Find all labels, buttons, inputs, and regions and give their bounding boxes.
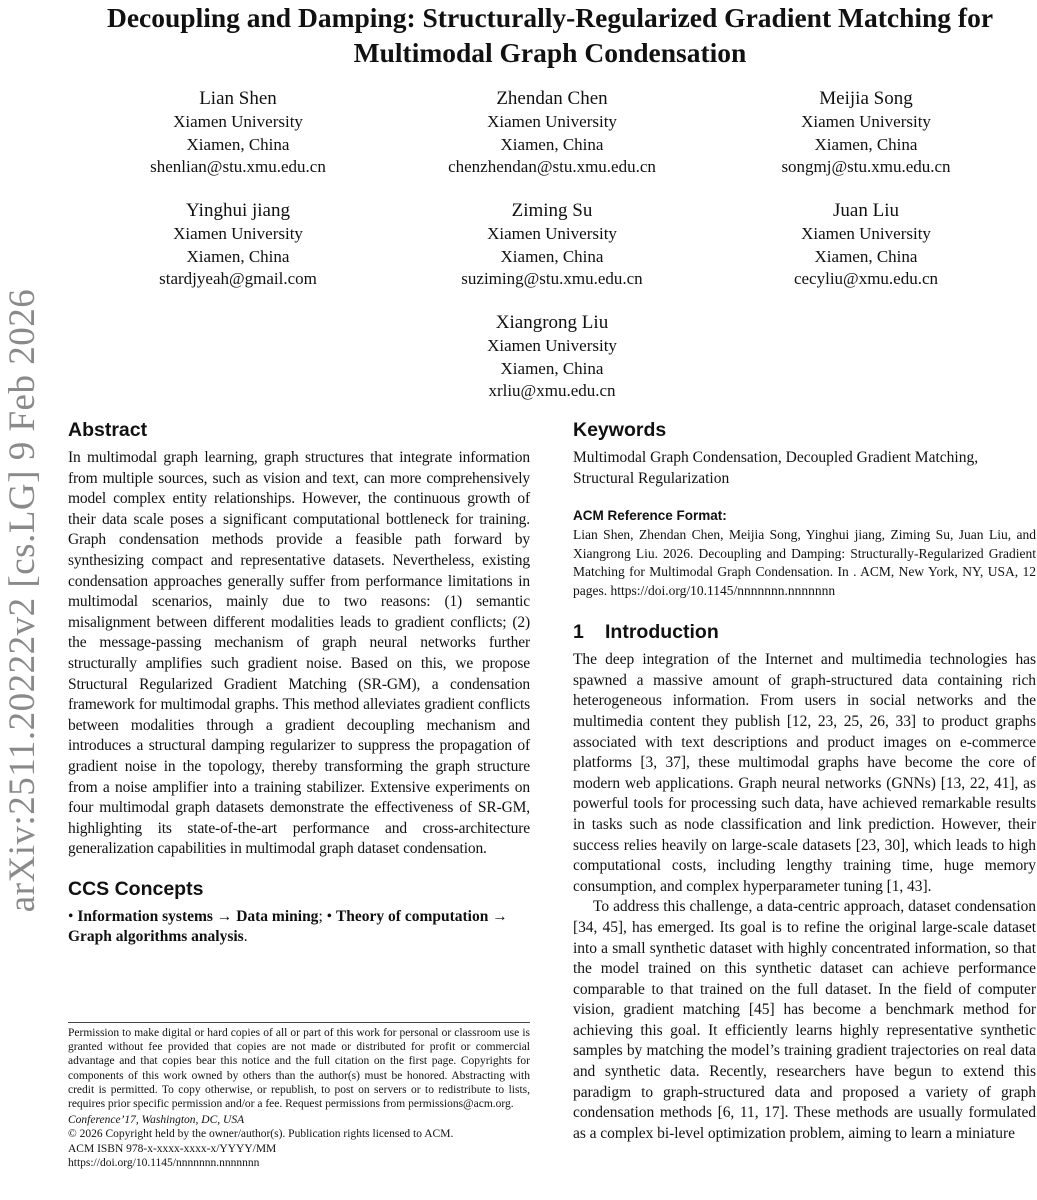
footnote-divider <box>68 1022 530 1023</box>
keywords-text: Multimodal Graph Condensation, Decoupled Gradient Matching, Structural Regularization <box>573 449 979 487</box>
author-location: Xiamen, China <box>186 246 290 266</box>
conference-line: Conference’17, Washington, DC, USA <box>68 1114 245 1127</box>
author-name: Lian Shen <box>199 88 277 109</box>
acm-reference-heading: ACM Reference Format: <box>573 508 727 524</box>
section-number: 1 <box>573 621 584 644</box>
introduction-paragraph: To address this challenge, a data-centric approach, dataset condensation [34, 45], has emerged. Its goal is to refine the original large-scale dataset into a small synthetic dataset with highly concentrated information, so that the model trained on this synthetic dataset can achieve performance comparable to that trained on the full dataset. In the field of computer vision, gradient matching [45] has become a benchmark method for achieving this goal. It efficiently learns highly representative synthetic samples by matching the model’s training gradient trajectories on real data and synthetic data. Recently, researchers have begun to extend this paradigm to graph-structured data and proposed a variety of graph condensation methods [6, 11, 17]. These methods are usually formulated as a complex bi-level optimization problem, aiming to learn a miniature <box>573 898 1036 1142</box>
ccs-term: Data mining <box>236 907 319 925</box>
acm-reference-text: Lian Shen, Zhendan Chen, Meijia Song, Yinghui jiang, Ziming Su, Juan Liu, and Xiangrong Liu. 2026. Decoupling and Damping: Structurally-Regularized Gradient Matching for Multimodal Graph Condensation. In . ACM, New York, NY, USA, 12 pages. https://doi.org/10.1145/nnnnnnn.nnnnnnn <box>573 527 1036 598</box>
author-email[interactable]: stardjyeah@gmail.com <box>159 269 317 288</box>
introduction-paragraph: The deep integration of the Internet and multimedia technologies has spawned a massive amount of graph-structured data containing rich heterogeneous information. From users in social networks and the multimedia content they publish [12, 23, 25, 26, 33] to product graphs associated with text descriptions and product images on e-commerce platforms [3, 37], these multimodal graphs have become the core of modern web applications. Graph neural networks (GNNs) [13, 22, 41], as powerful tools for processing such data, have achieved remarkable results in tasks such as node classification and link prediction. However, their success relies heavily on large-scale datasets [23, 30], which leads to high computational costs, including lengthy training time, huge memory consumption, and complex hyperparameter tuning [1, 43]. <box>573 651 1036 895</box>
ccs-concepts-section <box>68 877 530 948</box>
author-block <box>68 199 408 291</box>
author-email[interactable]: suziming@stu.xmu.edu.cn <box>461 269 643 288</box>
copyright-line: © 2026 Copyright held by the owner/author(s). Publication rights licensed to ACM. <box>68 1128 454 1141</box>
introduction-heading <box>573 620 1036 644</box>
author-name: Xiangrong Liu <box>495 312 609 333</box>
bullet: • <box>68 907 74 925</box>
ccs-term: Graph algorithms analysis <box>68 928 244 946</box>
period: . <box>243 928 248 946</box>
author-email[interactable]: shenlian@stu.xmu.edu.cn <box>150 157 326 176</box>
author-email[interactable]: songmj@stu.xmu.edu.cn <box>781 157 951 176</box>
author-name: Juan Liu <box>833 200 899 221</box>
keywords-section <box>573 418 1036 489</box>
ccs-heading: CCS Concepts <box>68 877 204 900</box>
author-block <box>382 87 722 179</box>
author-block <box>696 87 1036 179</box>
abstract-text: In multimodal graph learning, graph structures that integrate information from multiple sources, such as vision and text, can more comprehensively model complex entity relationships. However, the continuous growth of their data scale poses a significant computational bottleneck for training. Graph condensation methods provide a feasible path forward by synthesizing compact and representative datasets. Nevertheless, existing condensation approaches generally suffer from performance limitations in multimodal scenarios, mainly due to two reasons: (1) semantic misalignment between different modalities leads to gradient conflicts; (2) the message-passing mechanism of graph neural networks further structurally amplifies such gradient noise. Based on this, we propose Structural Regularized Gradient Matching (SR-GM), a condensation framework for multimodal graphs. This method alleviates gradient conflicts between modalities through a gradient decoupling mechanism and introduces a structural damping regularizer to suppress the propagation of gradient noise in the topology, thereby transforming the graph structure from a noise amplifier into a training stabilizer. Extensive experiments on four multimodal graph datasets demonstrate the effectiveness of SR-GM, highlighting its state-of-the-art performance and cross-architecture generalization capabilities in multimodal graph dataset condensation. <box>68 449 530 858</box>
arrow-icon: → <box>492 907 508 925</box>
author-location: Xiamen, China <box>500 134 604 154</box>
abstract-section <box>68 418 530 860</box>
author-affiliation: Xiamen University <box>487 336 617 355</box>
author-affiliation: Xiamen University <box>801 112 931 131</box>
author-affiliation: Xiamen University <box>487 112 617 131</box>
author-location: Xiamen, China <box>186 134 290 154</box>
author-location: Xiamen, China <box>814 246 918 266</box>
author-affiliation: Xiamen University <box>801 224 931 243</box>
right-column <box>573 418 1036 1144</box>
permission-text: Permission to make digital or hard copies of all or part of this work for personal or classroom use is granted without fee provided that copies are not made or distributed for profit or commercial advantage and that copies bear this notice and the full citation on the first page. Copyrights for components of this work owned by others than the author(s) must be honored. Abstracting with credit is permitted. To copy otherwise, or republish, to post on servers or to redistribute to lists, requires prior specific permission and/or a fee. Request permissions from permissions@acm.org. <box>68 1027 530 1111</box>
ccs-term: Information systems <box>77 907 213 925</box>
separator: ; <box>318 907 323 925</box>
author-affiliation: Xiamen University <box>487 224 617 243</box>
arxiv-stamp <box>0 260 46 940</box>
abstract-heading: Abstract <box>68 419 148 441</box>
author-block <box>68 87 408 179</box>
author-block <box>382 199 722 291</box>
doi-link[interactable]: https://doi.org/10.1145/nnnnnnn.nnnnnnn <box>68 1156 260 1169</box>
author-email[interactable]: xrliu@xmu.edu.cn <box>488 381 616 400</box>
author-block <box>696 199 1036 291</box>
isbn-line: ACM ISBN 978-x-xxxx-xxxx-x/YYYY/MM <box>68 1142 277 1155</box>
author-name: Yinghui jiang <box>186 200 290 221</box>
acm-reference-section <box>573 507 1036 600</box>
author-location: Xiamen, China <box>500 246 604 266</box>
author-email[interactable]: cecyliu@xmu.edu.cn <box>793 269 939 288</box>
author-name: Ziming Su <box>511 200 593 221</box>
arrow-icon: → <box>216 907 233 925</box>
author-location: Xiamen, China <box>500 358 604 378</box>
author-location: Xiamen, China <box>814 134 918 154</box>
bullet: • <box>326 907 333 925</box>
permission-footnote <box>68 1026 530 1170</box>
ccs-concepts-list <box>68 907 530 948</box>
author-affiliation: Xiamen University <box>173 224 303 243</box>
author-name: Zhendan Chen <box>496 88 608 109</box>
introduction-section <box>573 620 1036 1144</box>
author-block <box>382 311 722 403</box>
section-title: Introduction <box>605 621 719 644</box>
paper-title: Decoupling and Damping: Structurally-Regularized Gradient Matching for Multimodal Graph Condensation <box>106 2 994 68</box>
author-affiliation: Xiamen University <box>173 112 303 131</box>
arxiv-identifier: arXiv:2511.20222v2 [cs.LG] 9 Feb 2026 <box>2 288 44 912</box>
keywords-heading: Keywords <box>573 419 667 441</box>
author-email[interactable]: chenzhendan@stu.xmu.edu.cn <box>448 157 656 176</box>
ccs-term: Theory of computation <box>335 907 489 925</box>
left-column <box>68 418 530 948</box>
author-name: Meijia Song <box>819 88 913 109</box>
